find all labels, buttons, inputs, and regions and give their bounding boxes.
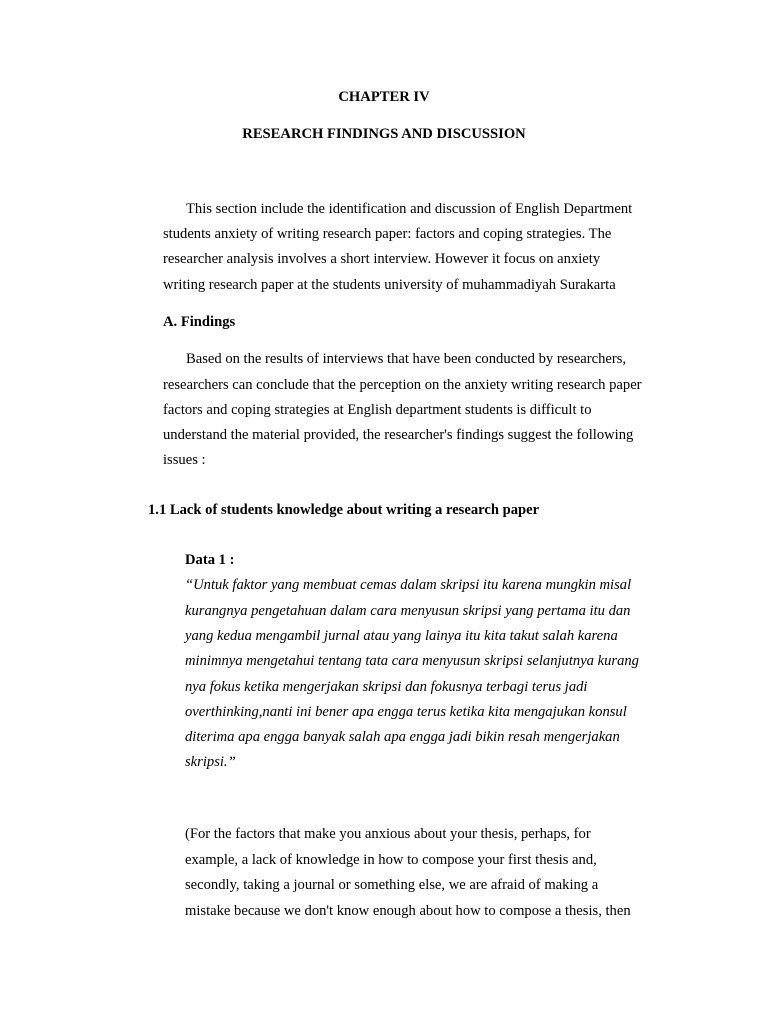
intro-line: writing research paper at the students university of muhammadiyah Surakarta [163,277,616,293]
quote-line: yang kedua mengambil jurnal atau yang lainya itu kita takut salah karena [185,628,618,644]
findings-line: factors and coping strategies at English department students is difficult to [163,402,592,418]
intro-line: researcher analysis involves a short interview. However it focus on anxiety [163,251,601,267]
findings-line: Based on the results of interviews that have been conducted by researchers, [186,351,627,367]
chapter-number: CHAPTER IV [338,89,430,105]
translation-line: secondly, taking a journal or something else, we are afraid of making a [185,877,599,893]
quote-line: kurangnya pengetahuan dalam cara menyusun skripsi yang pertama itu dan [185,603,631,619]
quote-line: overthinking,nanti ini bener apa engga terus ketika kita mengajukan konsul [185,704,627,720]
intro-line: students anxiety of writing research paper: factors and coping strategies. The [163,226,612,242]
quote-line: minimnya mengetahui tentang tata cara menyusun skripsi selanjutnya kurang [185,653,639,669]
translation-line: example, a lack of knowledge in how to compose your first thesis and, [185,852,597,868]
quote-line: “Untuk faktor yang membuat cemas dalam skripsi itu karena mungkin misal [185,577,632,593]
chapter-title: RESEARCH FINDINGS AND DISCUSSION [242,126,526,142]
translation-line: mistake because we don't know enough about how to compose a thesis, then [185,903,631,919]
intro-line: This section include the identification and discussion of English Department [186,201,633,217]
findings-heading: A. Findings [163,314,236,330]
findings-line: issues : [163,452,206,468]
quote-line: nya fokus ketika mengerjakan skripsi dan fokusnya terbagi terus jadi [185,679,588,695]
quote-line: skripsi.” [185,754,236,770]
quote-line: diterima apa engga banyak salah apa engga jadi bikin resah mengerjakan [185,729,620,745]
data-label: Data 1 : [185,552,235,568]
subsection-heading: 1.1 Lack of students knowledge about writing a research paper [148,502,540,518]
translation-line: (For the factors that make you anxious about your thesis, perhaps, for [185,826,591,842]
findings-line: understand the material provided, the researcher's findings suggest the following [163,427,634,443]
findings-line: researchers can conclude that the perception on the anxiety writing research paper [163,377,642,393]
